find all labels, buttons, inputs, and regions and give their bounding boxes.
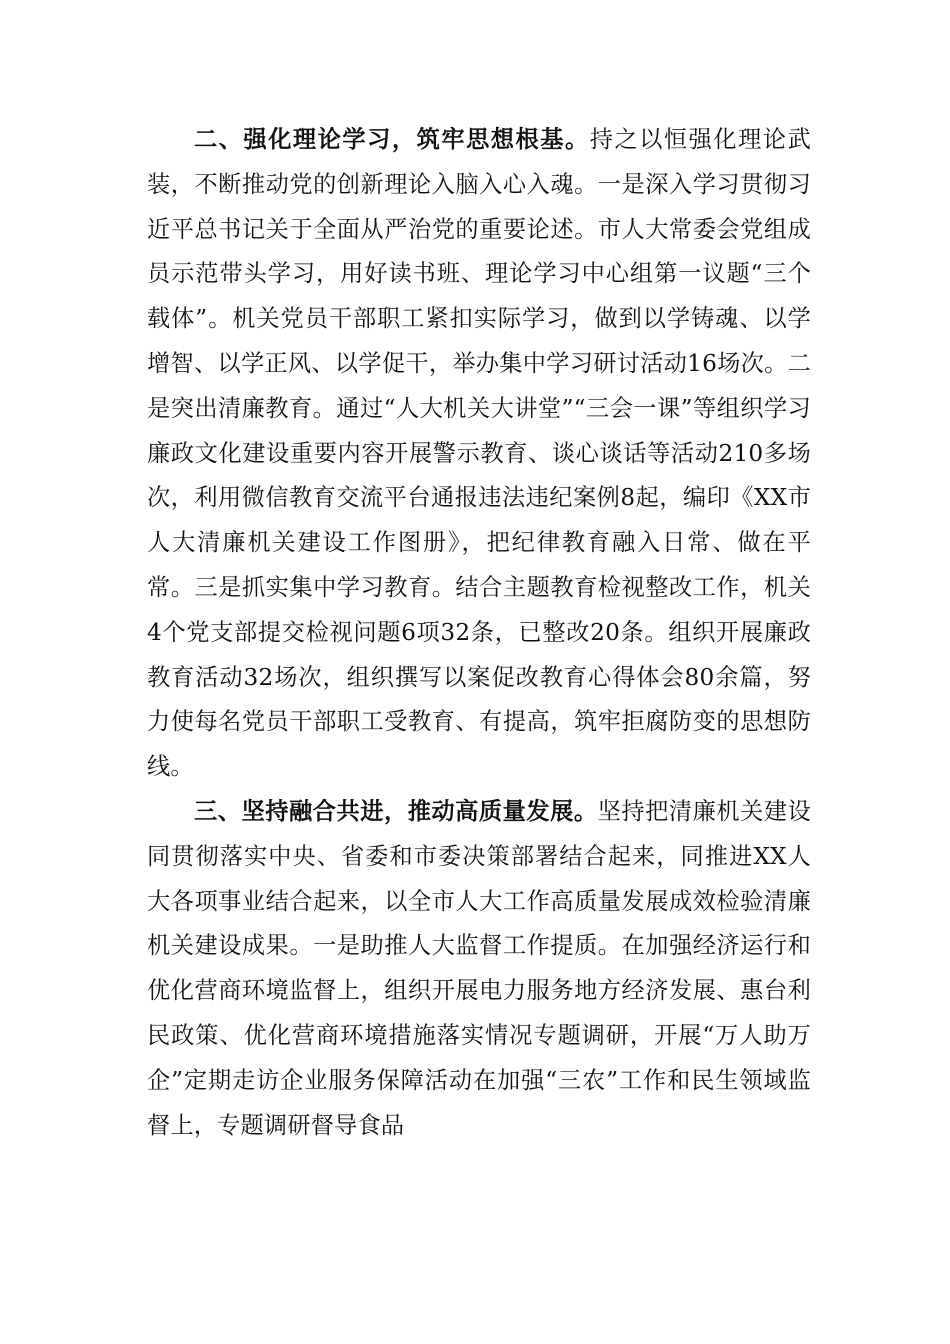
section-heading-2: 二、强化理论学习，筑牢思想根基。 <box>194 126 590 153</box>
paragraph-theory-study <box>147 118 811 790</box>
paragraph-body-2: 持之以恒强化理论武装，不断推动党的创新理论入脑入心入魂。一是深入学习贯彻习近平总书记关于全面从严治党的重要论述。市人大常委会党组成员示范带头学习，用好读书班、理论学习中心组第一议题“三个载体”。机关党员干部职工紧扣实际学习，做到以学铸魂、以学增智、以学正风、以学促干，举办集中学习研讨活动16场次。二是突出清廉教育。通过“人大机关大讲堂”“三会一课”等组织学习廉政文化建设重要内容开展警示教育、谈心谈话等活动210多场次，利用微信教育交流平台通报违法违纪案例8起，编印《XX市人大清廉机关建设工作图册》，把纪律教育融入日常、做在平常。三是抓实集中学习教育。结合主题教育检视整改工作，机关4个党支部提交检视问题6项32条，已整改20条。组织开展廉政教育活动32场次，组织撰写以案促改教育心得体会80余篇，努力使每名党员干部职工受教育、有提高，筑牢拒腐防变的思想防线。 <box>147 126 811 781</box>
paragraph-body-3: 坚持把清廉机关建设同贯彻落实中央、省委和市委决策部署结合起来，同推进XX人大各项事业结合起来，以全市人大工作高质量发展成效检验清廉机关建设成果。一是助推人大监督工作提质。在加强经济运行和优化营商环境监督上，组织开展电力服务地方经济发展、惠台利民政策、优化营商环境措施落实情况专题调研，开展“万人助万企”定期走访企业服务保障活动在加强“三农”工作和民生领域监督上，专题调研督导食品 <box>147 797 811 1139</box>
paragraph-integrated-development <box>147 790 811 1148</box>
document-body <box>147 118 811 1148</box>
section-heading-3: 三、坚持融合共进，推动高质量发展。 <box>194 797 598 825</box>
